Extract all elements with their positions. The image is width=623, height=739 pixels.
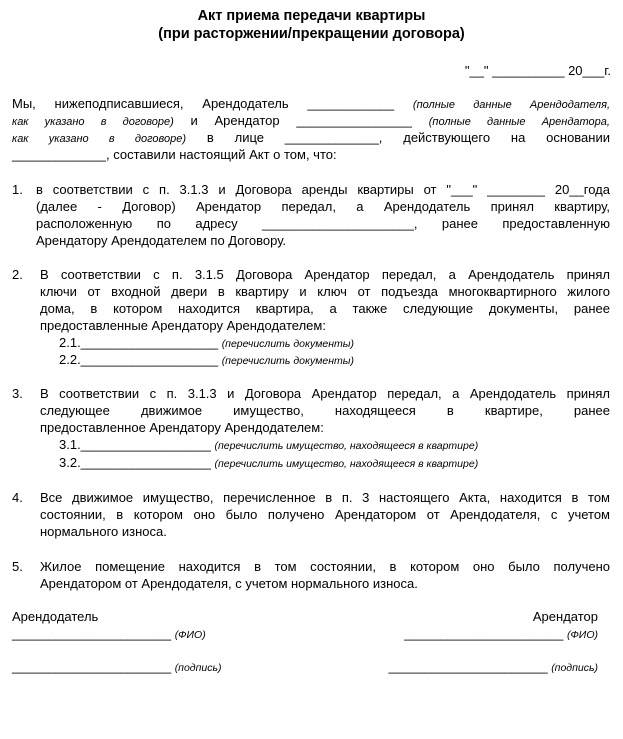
item-2-number: 2. [12,267,23,282]
intro-line-4: _____________, составили настоящий Акт о том, что: [12,147,337,162]
item-2-line: дома, в котором находится квартира, а также следующие документы, ранее [40,301,610,316]
item-1-line: Арендатору Арендодателем по Договору. [36,233,287,248]
item-5-line: Арендатором от Арендодателя, с учетом нормального износа. [40,576,418,591]
document-subtitle: (при расторжении/прекращении договора) [158,26,465,42]
tenant-label: Арендатор [532,609,598,624]
item-5-number: 5. [12,559,23,574]
tenant-fio-line [404,626,598,643]
item-1-line: (далее - Договор) Арендатор передал, а Арендодатель принял квартиру, [36,199,610,214]
intro-text: и Арендатор ________________ [190,113,413,128]
item-1-line: расположенную по адресу _____________________, ранее предоставленную [36,216,610,231]
subitem-text: 2.2.___________________ [59,352,219,367]
item-4-line: Все движимое имущество, перечисленное в п. 3 настоящего Акта, находится в том [40,490,610,505]
signature-blank: ______________________ [12,626,172,641]
subitem-text: 2.1.___________________ [59,335,219,350]
intro-note: (полные данные Арендодателя, [412,99,610,111]
intro-line-1 [12,96,610,113]
item-3-line: следующее движимое имущество, находящееся в квартире, ранее [40,403,610,418]
subitem-text: 3.1.__________________ [59,437,211,452]
subitem-note: (перечислить имущество, находящееся в квартире) [214,440,479,452]
intro-line-2 [12,113,610,130]
intro-note: как указано в договоре) [12,116,174,128]
signature-blank: ______________________ [12,659,172,674]
item-4-line: нормального износа. [40,524,167,539]
item-3-subitem-2 [59,455,478,472]
intro-note: (полные данные Арендатора, [428,116,610,128]
item-1-line: в соответствии с п. 3.1.3 и Договора аренды квартиры от "___" ________ 20__года [36,182,610,197]
item-5-line: Жилое помещение находится в том состоянии, в котором оно было получено [40,559,610,574]
item-2-line: ключи от входной двери в квартиру и ключ от подъезда многоквартирного жилого [40,284,610,299]
tenant-signature-line [389,659,599,676]
subitem-note: (перечислить имущество, находящееся в квартире) [214,458,479,470]
signature-caption: (подпись) [174,662,222,674]
intro-line-3 [12,130,610,147]
item-3-line: В соответствии с п. 3.1.3 и Договора Арендатор передал, а Арендодатель принял [40,386,610,401]
intro-text: Мы, нижеподписавшиеся, Арендодатель ____________ [12,96,395,111]
subitem-note: (перечислить документы) [221,355,354,367]
intro-note: как указано в договоре) [12,133,187,145]
item-3-line: предоставленное Арендатору Арендодателем: [40,420,324,435]
fio-caption: (ФИО) [566,629,598,641]
signature-blank: ______________________ [388,659,548,674]
item-2-subitem-1 [59,335,354,352]
landlord-fio-line [12,626,206,643]
item-4-line: состоянии, в котором оно было получено Арендатором от Арендодателя, с учетом [40,507,610,522]
item-2-line: предоставленные Арендатору Арендодателем: [40,318,326,333]
fio-caption: (ФИО) [174,629,206,641]
intro-text: в лице _____________, действующего на основании [206,130,610,145]
item-1-number: 1. [12,182,23,197]
item-3-number: 3. [12,386,23,401]
item-2-subitem-2 [59,352,354,369]
signature-blank: ______________________ [404,626,564,641]
landlord-signature-line [12,659,222,676]
document-title: Акт приема передачи квартиры [197,8,426,24]
item-2-line: В соответствии с п. 3.1.5 Договора Арендатор передал, а Арендодатель принял [40,267,610,282]
landlord-label: Арендодатель [12,609,99,624]
item-3-subitem-1 [59,437,478,454]
item-4-number: 4. [12,490,23,505]
signature-caption: (подпись) [551,662,598,674]
date-line: "__" __________ 20___г. [464,63,611,78]
subitem-note: (перечислить документы) [221,338,354,350]
subitem-text: 3.2.__________________ [59,455,211,470]
